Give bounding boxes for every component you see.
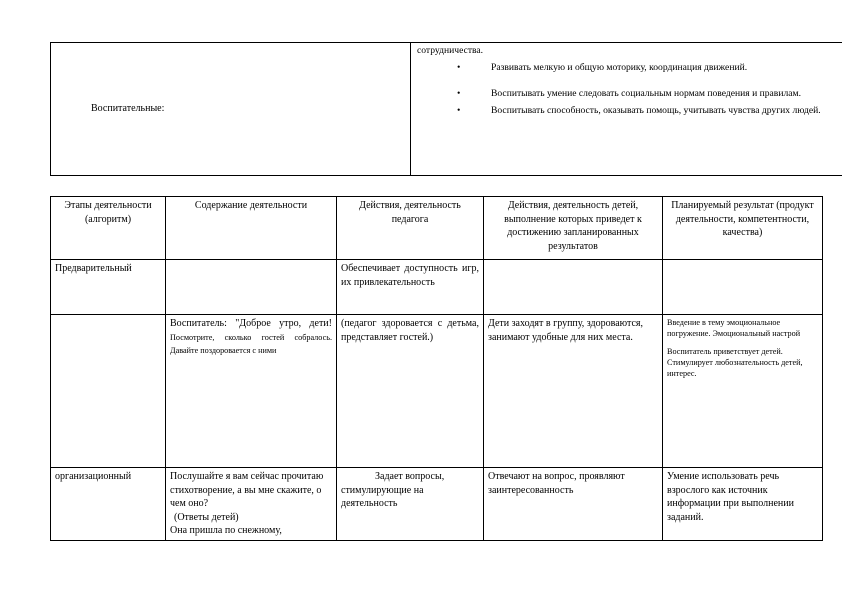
table-row [51,260,823,315]
table-row [51,315,823,468]
goals-content-cell [411,43,842,176]
bullet-icon: • [457,87,461,99]
table-header-row [51,197,823,260]
goals-bullet-2 [417,88,836,101]
stage-cell: Предварительный [51,260,166,315]
result-cell [663,315,823,468]
table-row [51,468,823,541]
result-text: Воспитатель приветствует детей. Стимулирует любознательность детей, интерес. [667,347,803,379]
header-cell: Действия, деятельность педагога [337,197,484,260]
content-text: Она пришла по снежному, [170,525,282,536]
bullet-icon: • [457,104,461,116]
content-cell [166,468,337,541]
children-cell: Дети заходят в группу, здороваются, занимают удобные для них места. [484,315,663,468]
goals-bullet-1 [417,62,836,75]
stage-cell [51,315,166,468]
goals-table [50,42,842,176]
children-cell [484,260,663,315]
goals-label-cell [51,43,411,176]
content-text: Воспитатель: "Доброе утро, дети! [170,318,332,329]
teacher-cell: Обеспечивает доступность игр, их привлекательность [337,260,484,315]
result-cell [663,260,823,315]
header-cell: Содержание деятельности [166,197,337,260]
content-text: Послушайте я вам сейчас прочитаю стихотворение, а вы мне скажите, о чем оно? [170,471,324,509]
header-cell: Этапы деятельности (алгоритм) [51,197,166,260]
result-text: Введение в тему эмоциональное погружение. Эмоциональный настрой [667,318,801,339]
content-text: (Ответы детей) [174,511,239,523]
children-cell: Отвечают на вопрос, проявляют заинтересованность [484,468,663,541]
content-cell [166,260,337,315]
goals-label: Воспитательные: [91,103,165,115]
goals-bullet-text: Воспитывать способность, оказывать помощь, учитывать чувства других людей. [491,104,821,116]
bullet-icon: • [457,61,461,73]
teacher-text: Задает вопросы, стимулирующие на деятельность [341,471,445,509]
lesson-plan-table [50,196,823,541]
goals-bullet-text: Развивать мелкую и общую моторику, координация движений. [491,61,748,73]
teacher-cell [337,468,484,541]
content-cell [166,315,337,468]
result-cell: Умение использовать речь взрослого как источник информации при выполнении заданий. [663,468,823,541]
stage-cell: организационный [51,468,166,541]
teacher-cell: (педагог здоровается с детьма, представляет гостей.) [337,315,484,468]
content-text: Посмотрите, сколько гостей собралось. Давайте поздоровается с ними [170,332,332,355]
goals-bullet-3 [417,105,836,118]
header-cell: Планируемый результат (продукт деятельности, компетентности, качества) [663,197,823,260]
goals-intro: сотрудничества. [417,45,484,56]
goals-bullet-text: Воспитывать умение следовать социальным нормам поведения и правилам. [491,87,801,99]
header-cell: Действия, деятельность детей, выполнение которых приведет к достижению запланированных результатов [484,197,663,260]
